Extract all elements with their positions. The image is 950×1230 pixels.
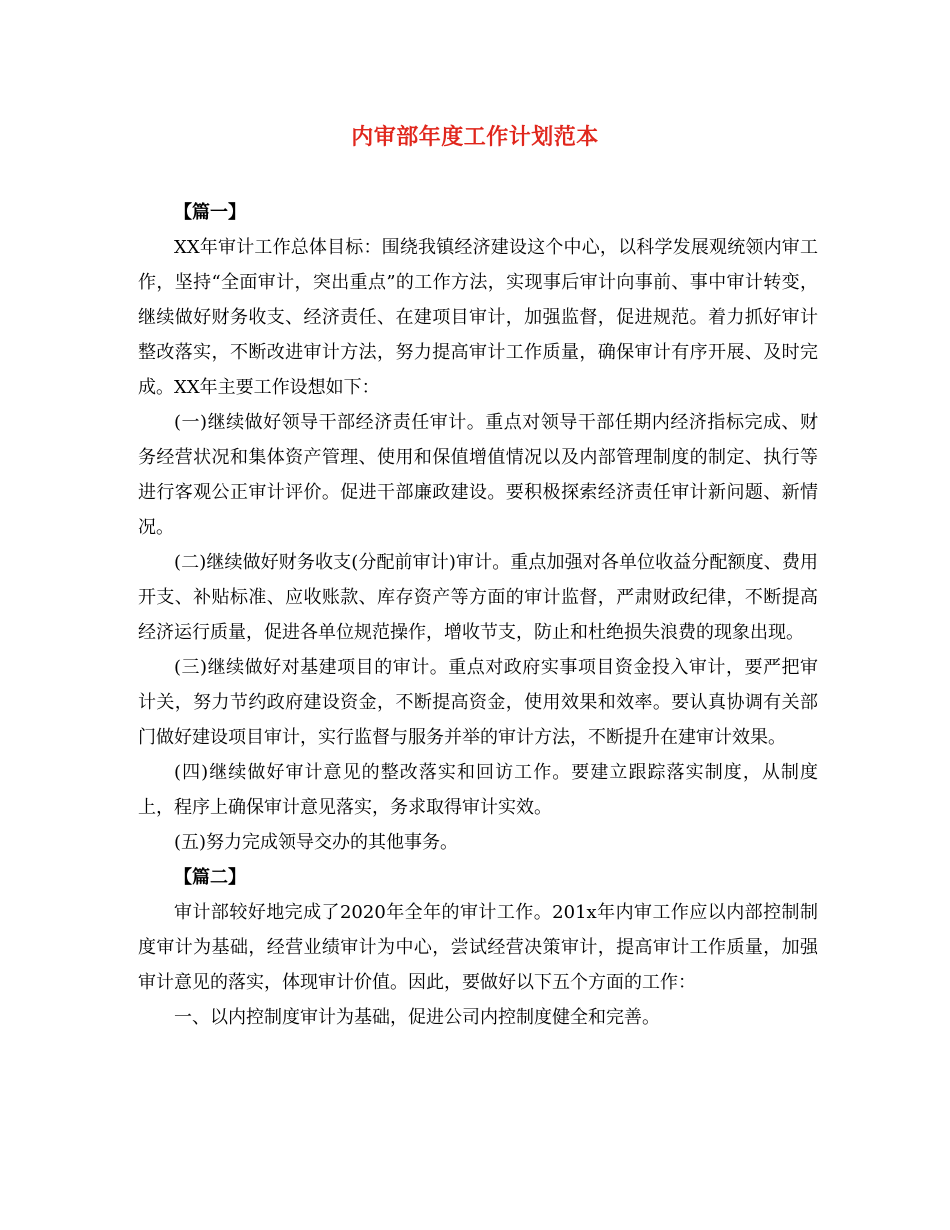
paragraph-item-2: (二)继续做好财务收支(分配前审计)审计。重点加强对各单位收益分配额度、费用开支、补贴标准、应收账款、库存资产等方面的审计监督，严肃财政纪律，不断提高经济运行质量，促进各单位规范操作，增收节支，防止和杜绝损失浪费的现象出现。	[138, 552, 818, 643]
paragraph-overview: XX年审计工作总体目标：围绕我镇经济建设这个中心，以科学发展观统领内审工作，坚持“全面审计，突出重点”的工作方法，实现事后审计向事前、事中审计转变，继续做好财务收支、经济责任、在建项目审计，加强监督，促进规范。着力抓好审计整改落实，不断改进审计方法，努力提高审计工作质量，确保审计有序开展、及时完成。XX年主要工作设想如下：	[138, 237, 818, 398]
paragraph-section-2-intro: 审计部较好地完成了2020年全年的审计工作。201x年内审工作应以内部控制制度审计为基础，经营业绩审计为中心，尝试经营决策审计，提高审计工作质量，加强审计意见的落实，体现审计价值。因此，要做好以下五个方面的工作：	[138, 902, 818, 993]
paragraph-item-4: (四)继续做好审计意见的整改落实和回访工作。要建立跟踪落实制度，从制度上，程序上确保审计意见落实，务求取得审计实效。	[138, 762, 818, 818]
paragraph-item-3: (三)继续做好对基建项目的审计。重点对政府实事项目资金投入审计，要严把审计关，努力节约政府建设资金，不断提高资金，使用效果和效率。要认真协调有关部门做好建设项目审计，实行监督与服务并举的审计方法，不断提升在建审计效果。	[138, 657, 818, 748]
paragraph-section-2-point-1: 一、以内控制度审计为基础，促进公司内控制度健全和完善。	[174, 1007, 660, 1028]
paragraph-item-5: (五)努力完成领导交办的其他事务。	[174, 832, 459, 853]
section-heading-1: 【篇一】	[174, 202, 246, 223]
document-title: 内审部年度工作计划范本	[351, 124, 599, 150]
document-body	[138, 195, 818, 1035]
paragraph-item-1: (一)继续做好领导干部经济责任审计。重点对领导干部任期内经济指标完成、财务经营状况和集体资产管理、使用和保值增值情况以及内部管理制度的制定、执行等进行客观公正审计评价。促进干部廉政建设。要积极探索经济责任审计新问题、新情况。	[138, 412, 818, 538]
section-heading-2: 【篇二】	[174, 867, 246, 888]
